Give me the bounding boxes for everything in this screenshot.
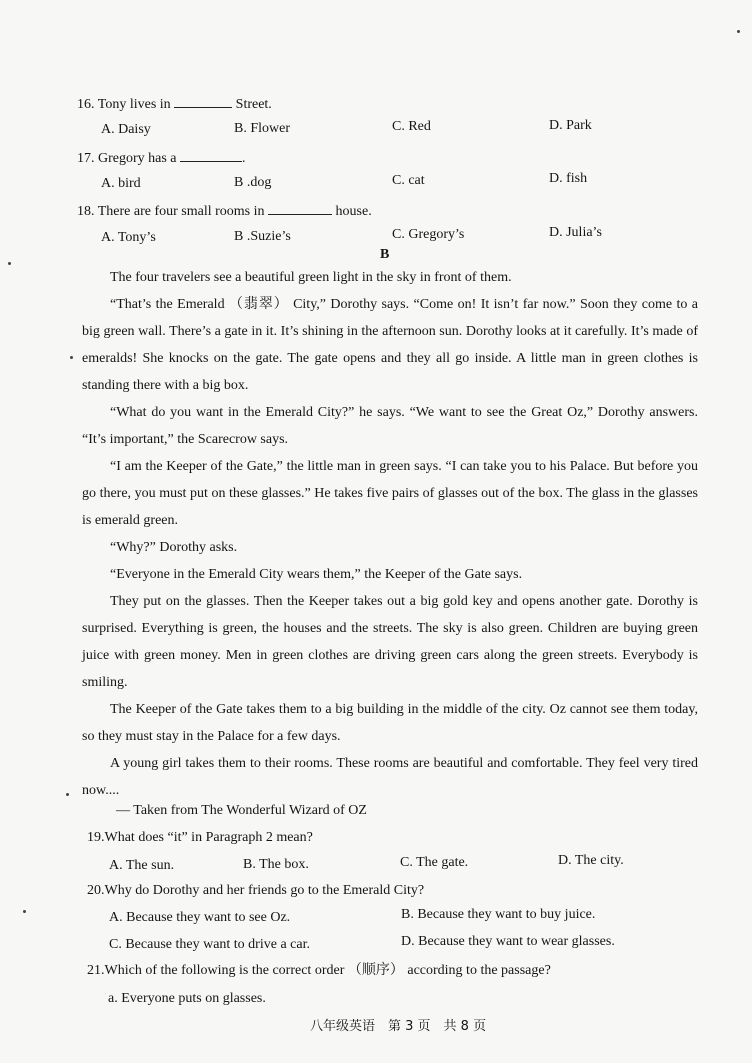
passage-paragraph-5: “Why?” Dorothy asks. [110, 540, 238, 555]
question-18 [77, 201, 372, 221]
passage-paragraph-8: The Keeper of the Gate takes them to a big building in the middle of the city. Oz cannot see them today, so they must stay in the Palace for a few days. [82, 702, 698, 744]
passage-paragraph-4: “I am the Keeper of the Gate,” the little man in green says. “I can take you to his Palace. But before you go there, you must put on these glasses.” He takes five pairs of glasses out of the box. The glass in the glasses is emerald green. [82, 459, 698, 528]
passage-paragraph-9: A young girl takes them to their rooms. These rooms are beautiful and comfortable. They feel very tired now.... [82, 756, 698, 798]
question-17-stem-end: . [242, 151, 246, 166]
option-16b: B. Flower [234, 121, 290, 136]
passage-paragraph-6: “Everyone in the Emerald City wears them,” the Keeper of the Gate says. [110, 567, 523, 582]
option-18a: A. Tony’s [101, 230, 156, 245]
answer-blank [180, 148, 242, 162]
option-18d: D. Julia’s [549, 225, 602, 240]
option-17d: D. fish [549, 171, 588, 186]
question-18-stem: 18. There are four small rooms in [77, 204, 265, 219]
option-20c: C. Because they want to drive a car. [109, 937, 310, 952]
passage-paragraph-1: The four travelers see a beautiful green light in the sky in front of them. [110, 270, 512, 285]
passage-paragraph-3: “What do you want in the Emerald City?” he says. “We want to see the Great Oz,” Dorothy answers. “It’s important,” the Scarecrow says. [82, 405, 698, 447]
question-17 [77, 148, 246, 168]
question-20: 20.Why do Dorothy and her friends go to the Emerald City? [87, 883, 425, 898]
scan-speck [66, 793, 69, 796]
question-18-stem-end: house. [335, 204, 372, 219]
reading-passage [82, 264, 698, 804]
option-18b: B .Suzie’s [234, 229, 291, 244]
question-21-item-a: a. Everyone puts on glasses. [108, 991, 266, 1006]
option-16a: A. Daisy [101, 122, 151, 137]
option-18c: C. Gregory’s [392, 227, 465, 242]
passage-paragraph-7: They put on the glasses. Then the Keeper takes out a big gold key and opens another gate. Dorothy is surprised. Everything is green, the houses and the streets. The sky is also green. Children are buying green juice with green money. Men in green clothes are driving green cars along the green streets. Everybody is smiling. [82, 594, 698, 690]
option-17c: C. cat [392, 173, 425, 188]
option-19d: D. The city. [558, 853, 624, 868]
question-16-stem-end: Street. [235, 97, 272, 112]
answer-blank [174, 94, 232, 108]
passage-paragraph-2: “That’s the Emerald （翡翠） City,” Dorothy says. “Come on! It isn’t far now.” Soon they come to a big green wall. There’s a gate in it. It’s shining in the afternoon sun. Dorothy looks at it carefully. It’s made of emeralds! She knocks on the gate. The gate opens and they all go inside. A little man in green clothes is standing there with a big box. [82, 297, 698, 393]
option-16d: D. Park [549, 118, 592, 133]
section-b-heading: B [380, 247, 390, 262]
question-16 [77, 94, 272, 114]
option-20a: A. Because they want to see Oz. [109, 910, 291, 925]
question-17-stem: 17. Gregory has a [77, 151, 177, 166]
answer-blank [268, 201, 332, 215]
option-17a: A. bird [101, 176, 141, 191]
option-19b: B. The box. [243, 857, 309, 872]
option-20d: D. Because they want to wear glasses. [401, 934, 615, 949]
scan-speck [737, 30, 740, 33]
option-16c: C. Red [392, 119, 431, 134]
scan-speck [23, 910, 26, 913]
option-20b: B. Because they want to buy juice. [401, 907, 596, 922]
question-21: 21.Which of the following is the correct order （顺序） according to the passage? [87, 963, 551, 978]
question-19: 19.What does “it” in Paragraph 2 mean? [87, 830, 313, 845]
option-19a: A. The sun. [109, 858, 175, 873]
scan-speck [8, 262, 11, 265]
option-17b: B .dog [234, 175, 272, 190]
page-footer: 八年级英语 第 3 页 共 8 页 [310, 1019, 487, 1034]
passage-source: — Taken from The Wonderful Wizard of OZ [116, 803, 367, 818]
option-19c: C. The gate. [400, 855, 469, 870]
question-16-stem: 16. Tony lives in [77, 97, 171, 112]
scan-speck [70, 356, 73, 359]
